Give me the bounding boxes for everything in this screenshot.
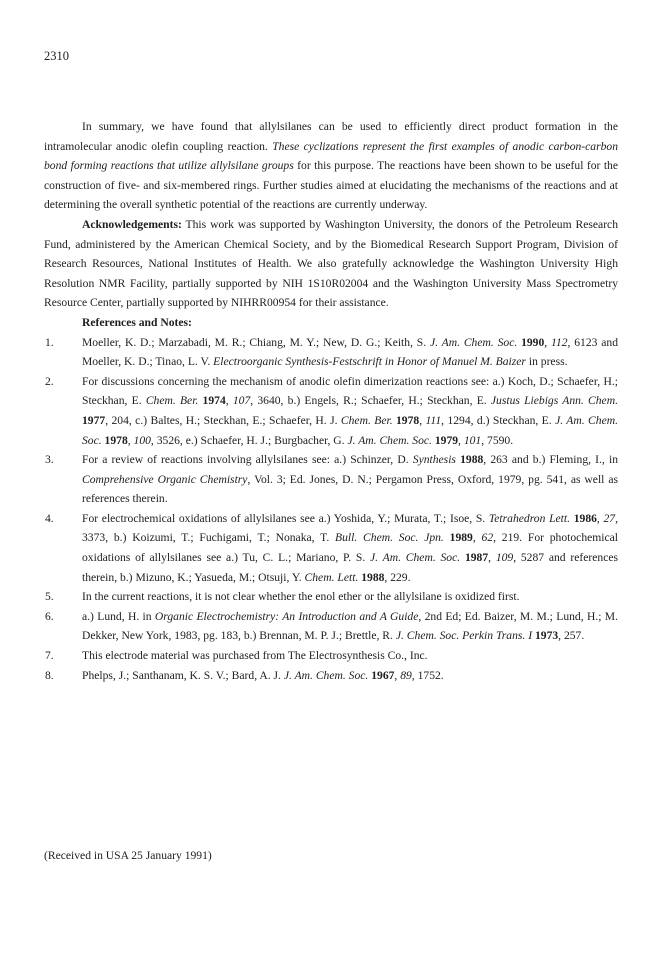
reference-number: 5.	[45, 590, 54, 604]
text-run: , 3640, b.) Engels, R.; Schaefer, H.; Steckhan, E.	[250, 394, 491, 408]
citation-year: 1986	[573, 511, 597, 525]
text-run: ,	[472, 531, 482, 545]
reference-number: 3.	[45, 453, 54, 467]
text-run: For electrochemical oxidations of allylsilanes see a.) Yoshida, Y.; Murata, T.; Isoe, S.	[82, 511, 489, 525]
reference-item	[44, 372, 618, 450]
citation-year: 1974	[202, 394, 226, 408]
acknowledgements-paragraph	[44, 215, 618, 313]
italic-text: J. Am. Chem. Soc.	[347, 433, 432, 447]
text-run: , 1294, d.) Steckhan, E.	[441, 413, 556, 427]
italic-text: Synthesis	[412, 453, 456, 467]
italic-text: 112	[551, 335, 568, 349]
text-run: ,	[488, 551, 496, 565]
text-run: In the current reactions, it is not clear whether the enol ether or the allylsilane is oxidized first.	[82, 590, 520, 604]
citation-year: 1987	[464, 551, 489, 565]
text-run: , 219. For photochemical oxidations of allylsilanes see a.) Tu, C. L.; Mariano, P. S.	[82, 531, 619, 565]
italic-text: J. Chem. Soc. Perkin Trans. I	[395, 629, 533, 643]
italic-text: Organic Electrochemistry: An Introduction and A Guide	[154, 609, 419, 623]
italic-text: 27	[603, 511, 616, 525]
text-run: ,	[419, 413, 426, 427]
received-date: (Received in USA 25 January 1991)	[44, 849, 212, 862]
text-run: ,	[127, 433, 134, 447]
italic-text: J. Am. Chem. Soc.	[429, 335, 518, 349]
text-run: ,	[544, 335, 551, 349]
reference-item	[44, 587, 618, 607]
italic-text: 62	[481, 531, 494, 545]
acknowledgements-heading: Acknowledgements:	[82, 217, 182, 231]
citation-year: 1977	[82, 413, 106, 427]
references-heading: References and Notes:	[82, 315, 192, 329]
italic-text: Justus Liebigs Ann. Chem.	[490, 394, 618, 408]
italic-text: Bull. Chem. Soc. Jpn.	[335, 531, 444, 545]
citation-year: 1988	[361, 570, 385, 584]
summary-paragraph	[44, 117, 618, 215]
text-run: , 5287 and references therein, b.) Mizuno, K.; Yasueda, M.; Otsuji, Y.	[82, 551, 618, 584]
italic-text: 111	[425, 413, 442, 427]
reference-number: 8.	[45, 668, 54, 682]
reference-number: 7.	[45, 649, 54, 663]
text-run: This electrode material was purchased from The Electrosynthesis Co., Inc.	[82, 649, 428, 663]
reference-item	[44, 333, 618, 372]
reference-number: 4.	[45, 511, 54, 525]
text-run: ,	[225, 394, 233, 408]
italic-text: Chem. Ber.	[145, 394, 199, 408]
citation-year: 1978	[396, 413, 420, 427]
text-run: , 3526, e.) Schaefer, H. J.; Burgbacher, G.	[150, 433, 348, 447]
acknowledgements-text: This work was supported by Washington University, the donors of the Petroleum Research Fund, administered by the American Chemical Society, and by the Biomedical Research Support Program, Division of Research Resources, National Institutes of Health. We also gratefully acknowledge the Washington University High Resolution NMR Facility, partially supported by NIH 1S10R02004 and the Washington University Mass Spectrometry Resource Center, partially supported by NIHRR00954 for their assistance.	[44, 217, 618, 310]
text-run: ,	[394, 668, 401, 682]
italic-text: 89	[400, 668, 412, 682]
text-run: , 3373, b.) Koizumi, T.; Fuchigami, T.; Nonaka, T.	[82, 511, 618, 545]
italic-text: Chem. Lett.	[304, 570, 359, 584]
text-run: For a review of reactions involving allylsilanes see: a.) Schinzer, D.	[82, 453, 413, 467]
text-run: , 6123 and Moeller, K. D.; Tinao, L. V.	[82, 335, 619, 369]
italic-text: J. Am. Chem. Soc.	[370, 551, 461, 565]
text-run: for this purpose. The reactions have been shown to be useful for the construction of five- and six-membered rings. Further studies aimed at elucidating the mechanisms of the reactions and at determining the overall synthetic potential of the reactions are currently underway.	[44, 159, 618, 212]
text-run: , 204, c.) Baltes, H.; Steckhan, E.; Schaefer, H. J.	[105, 413, 341, 427]
reference-item	[44, 607, 618, 646]
reference-item	[44, 450, 618, 509]
text-run: , 229.	[384, 570, 411, 584]
reference-item	[44, 509, 618, 587]
citation-year: 1978	[104, 433, 128, 447]
italic-text: Comprehensive Organic Chemistry	[82, 472, 248, 486]
text-run: In summary, we have found that allylsilanes can be used to efficiently direct product formation in the intramolecular anodic olefin coupling reaction.	[44, 120, 618, 153]
citation-year: 1973	[534, 629, 559, 643]
text-run: ,	[458, 433, 464, 447]
italic-text: 100	[133, 433, 151, 447]
text-run: , 257.	[558, 629, 585, 643]
reference-item	[44, 666, 618, 686]
text-run: For discussions concerning the mechanism of anodic olefin dimerization reactions see: a.) Koch, D.; Schaefer, H.; Steckhan, E.	[82, 374, 618, 408]
citation-year: 1979	[434, 433, 459, 447]
text-run: a.) Lund, H. in	[82, 609, 155, 623]
italic-text: 107	[232, 394, 251, 408]
text-run: , 2nd Ed; Ed. Baizer, M. M.; Lund, H.; M. Dekker, New York, 1983, pg. 183, b.) Brennan, M. P. J.; Brettle, R.	[82, 609, 618, 643]
italic-text: J. Am. Chem. Soc.	[82, 413, 618, 447]
reference-number: 6.	[45, 609, 54, 623]
citation-year: 1990	[521, 335, 545, 349]
text-run: in press.	[525, 355, 568, 369]
citation-year: 1988	[460, 453, 484, 467]
text-run: Phelps, J.; Santhanam, K. S. V.; Bard, A. J.	[82, 668, 284, 682]
italic-text: Electroorganic Synthesis-Festschrift in Honor of Manuel M. Baizer	[213, 355, 526, 369]
text-run: ,	[596, 511, 604, 525]
italic-text: These cyclizations represent the first examples of anodic carbon-carbon bond forming reactions that utilize allylsilane groups	[44, 139, 619, 173]
reference-number: 1.	[45, 335, 54, 349]
body-text	[44, 117, 618, 685]
citation-year: 1989	[449, 531, 473, 545]
citation-year: 1967	[371, 668, 395, 682]
italic-text: Tetrahedron Lett.	[488, 511, 571, 525]
text-run: , 1752.	[411, 668, 444, 682]
text-run: Moeller, K. D.; Marzabadi, M. R.; Chiang, M. Y.; New, D. G.; Keith, S.	[82, 335, 430, 349]
italic-text: 109	[495, 551, 514, 565]
italic-text: J. Am. Chem. Soc.	[283, 668, 369, 682]
text-run: , Vol. 3; Ed. Jones, D. N.; Pergamon Press, Oxford, 1979, pg. 541, as well as references therein.	[82, 472, 618, 506]
reference-number: 2.	[45, 374, 54, 388]
text-run: , 7590.	[481, 433, 514, 447]
italic-text: 101	[463, 433, 482, 447]
italic-text: Chem. Ber.	[340, 413, 393, 427]
page-number: 2310	[44, 49, 69, 63]
references-list	[44, 333, 618, 686]
reference-item	[44, 646, 618, 666]
text-run: , 263 and b.) Fleming, I., in	[483, 453, 618, 467]
